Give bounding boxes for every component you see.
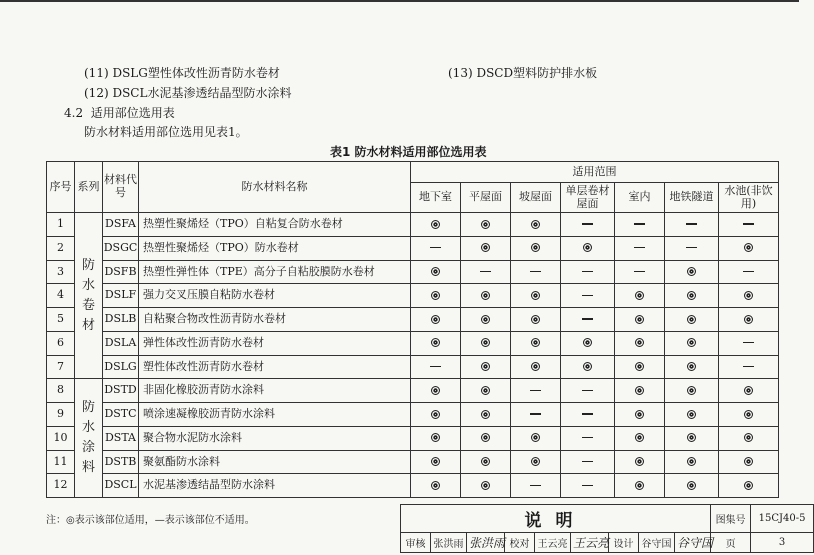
scope-cell bbox=[665, 236, 719, 260]
scope-cell bbox=[511, 450, 561, 474]
applicable-circle-icon bbox=[744, 243, 753, 252]
scope-cell bbox=[665, 403, 719, 427]
applicable-circle-icon bbox=[431, 386, 440, 395]
scope-cell bbox=[411, 474, 461, 498]
table-row bbox=[47, 450, 779, 474]
applicable-circle-icon bbox=[431, 410, 440, 419]
scope-cell bbox=[511, 331, 561, 355]
scope-cell bbox=[411, 450, 461, 474]
scope-cell bbox=[511, 260, 561, 284]
scope-cell bbox=[615, 284, 665, 308]
scope-cell bbox=[461, 426, 511, 450]
title-block bbox=[400, 504, 814, 553]
applicable-circle-icon bbox=[744, 291, 753, 300]
scope-cell bbox=[511, 308, 561, 332]
review-name: 张洪雨 bbox=[431, 533, 467, 553]
row-material-name: 聚合物水泥防水涂料 bbox=[139, 426, 411, 450]
scope-cell bbox=[511, 403, 561, 427]
scope-cell bbox=[615, 331, 665, 355]
scope-cell bbox=[561, 331, 615, 355]
not-applicable-dash-icon bbox=[530, 390, 541, 391]
applicable-circle-icon bbox=[687, 315, 696, 324]
scope-cell bbox=[719, 403, 779, 427]
section-body: 防水材料适用部位选用见表1。 bbox=[84, 125, 248, 139]
applicable-circle-icon bbox=[481, 243, 490, 252]
applicable-circle-icon bbox=[687, 481, 696, 490]
scope-cell bbox=[461, 260, 511, 284]
applicable-circle-icon bbox=[531, 243, 540, 252]
applicable-circle-icon bbox=[744, 386, 753, 395]
header-scope-col: 水池(非饮用) bbox=[719, 183, 779, 213]
table-row bbox=[47, 426, 779, 450]
row-material-name: 非固化橡胶沥青防水涂料 bbox=[139, 379, 411, 403]
scope-cell bbox=[411, 331, 461, 355]
row-seq: 12 bbox=[47, 474, 75, 498]
scope-cell bbox=[511, 213, 561, 237]
scope-cell bbox=[719, 331, 779, 355]
not-applicable-dash-icon bbox=[480, 271, 491, 272]
scope-cell bbox=[561, 260, 615, 284]
table-row bbox=[47, 213, 779, 237]
applicable-circle-icon bbox=[531, 433, 540, 442]
applicable-circle-icon bbox=[687, 410, 696, 419]
scope-cell bbox=[615, 213, 665, 237]
scope-cell bbox=[561, 379, 615, 403]
scope-cell bbox=[461, 474, 511, 498]
atlas-number: 15CJ40-5 bbox=[751, 505, 814, 533]
table-row bbox=[47, 331, 779, 355]
scope-cell bbox=[411, 213, 461, 237]
scope-cell bbox=[461, 308, 511, 332]
applicable-circle-icon bbox=[431, 220, 440, 229]
scope-cell bbox=[511, 379, 561, 403]
header-seq: 序号 bbox=[47, 162, 75, 213]
row-code: DSLG bbox=[103, 355, 139, 379]
applicable-circle-icon bbox=[531, 291, 540, 300]
not-applicable-dash-icon bbox=[634, 271, 645, 272]
series-char: 防 bbox=[81, 257, 95, 273]
table-row bbox=[47, 474, 779, 498]
drawing-title: 说明 bbox=[401, 505, 711, 533]
applicable-circle-icon bbox=[744, 433, 753, 442]
applicable-circle-icon bbox=[531, 457, 540, 466]
scope-cell bbox=[665, 260, 719, 284]
scope-cell bbox=[411, 426, 461, 450]
table-row bbox=[47, 379, 779, 403]
scope-cell bbox=[461, 355, 511, 379]
scope-cell bbox=[615, 355, 665, 379]
scope-cell bbox=[561, 213, 615, 237]
applicable-circle-icon bbox=[431, 338, 440, 347]
row-seq: 11 bbox=[47, 450, 75, 474]
series-char: 防 bbox=[81, 400, 95, 416]
scope-cell bbox=[615, 450, 665, 474]
applicable-circle-icon bbox=[583, 338, 592, 347]
scope-cell bbox=[615, 236, 665, 260]
applicable-circle-icon bbox=[583, 243, 592, 252]
scope-cell bbox=[511, 355, 561, 379]
applicable-circle-icon bbox=[744, 457, 753, 466]
applicable-circle-icon bbox=[583, 362, 592, 371]
applicable-circle-icon bbox=[744, 315, 753, 324]
scope-cell bbox=[461, 450, 511, 474]
scope-cell bbox=[561, 355, 615, 379]
scope-cell bbox=[461, 213, 511, 237]
scope-cell bbox=[461, 284, 511, 308]
header-scope-col: 坡屋面 bbox=[511, 183, 561, 213]
not-applicable-dash-icon bbox=[582, 223, 593, 224]
check-signature: 王云亮 bbox=[571, 533, 609, 553]
not-applicable-dash-icon bbox=[686, 223, 697, 224]
scope-cell bbox=[411, 236, 461, 260]
row-code: DSTD bbox=[103, 379, 139, 403]
page-top-border bbox=[0, 0, 799, 2]
table-row bbox=[47, 308, 779, 332]
scope-cell bbox=[511, 236, 561, 260]
scope-cell bbox=[615, 308, 665, 332]
scope-cell bbox=[615, 379, 665, 403]
row-seq: 2 bbox=[47, 236, 75, 260]
applicable-circle-icon bbox=[481, 481, 490, 490]
applicable-circle-icon bbox=[431, 457, 440, 466]
legend-note: 注：◎表示该部位适用，—表示该部位不适用。 bbox=[46, 515, 255, 526]
header-code: 材料代号 bbox=[103, 162, 139, 213]
not-applicable-dash-icon bbox=[743, 223, 754, 224]
row-seq: 10 bbox=[47, 426, 75, 450]
scope-cell bbox=[561, 236, 615, 260]
row-code: DSTC bbox=[103, 403, 139, 427]
row-seq: 8 bbox=[47, 379, 75, 403]
table-row bbox=[47, 284, 779, 308]
applicable-circle-icon bbox=[635, 386, 644, 395]
applicable-circle-icon bbox=[481, 338, 490, 347]
series-char: 涂 bbox=[81, 440, 95, 456]
review-label: 审核 bbox=[401, 533, 431, 553]
row-seq: 1 bbox=[47, 213, 75, 237]
scope-cell bbox=[615, 474, 665, 498]
scope-cell bbox=[719, 426, 779, 450]
header-name: 防水材料名称 bbox=[139, 162, 411, 213]
applicable-circle-icon bbox=[687, 267, 696, 276]
header-scope-col: 室内 bbox=[615, 183, 665, 213]
design-signature: 谷守国 bbox=[675, 533, 711, 553]
scope-cell bbox=[719, 308, 779, 332]
review-signature: 张洪雨 bbox=[467, 533, 505, 553]
row-code: DSCL bbox=[103, 474, 139, 498]
scope-cell bbox=[561, 403, 615, 427]
series-char: 水 bbox=[81, 277, 95, 293]
applicable-circle-icon bbox=[481, 457, 490, 466]
scope-cell bbox=[411, 308, 461, 332]
series-char: 料 bbox=[81, 460, 95, 476]
scope-cell bbox=[719, 284, 779, 308]
applicable-circle-icon bbox=[531, 362, 540, 371]
row-material-name: 弹性体改性沥青防水卷材 bbox=[139, 331, 411, 355]
item-13: (13) DSCD塑料防护排水板 bbox=[448, 66, 598, 80]
atlas-label: 图集号 bbox=[711, 505, 751, 533]
not-applicable-dash-icon bbox=[686, 247, 697, 248]
applicable-circle-icon bbox=[531, 220, 540, 229]
applicable-circle-icon bbox=[531, 315, 540, 324]
applicable-circle-icon bbox=[687, 433, 696, 442]
series-group bbox=[75, 379, 103, 498]
scope-cell bbox=[561, 474, 615, 498]
applicable-circle-icon bbox=[687, 291, 696, 300]
check-label: 校对 bbox=[505, 533, 535, 553]
not-applicable-dash-icon bbox=[743, 342, 754, 343]
scope-cell bbox=[461, 331, 511, 355]
table-row bbox=[47, 260, 779, 284]
applicable-circle-icon bbox=[635, 338, 644, 347]
scope-cell bbox=[719, 236, 779, 260]
scope-cell bbox=[411, 355, 461, 379]
series-char: 水 bbox=[81, 420, 95, 436]
row-material-name: 强力交叉压膜自粘防水卷材 bbox=[139, 284, 411, 308]
row-code: DSFB bbox=[103, 260, 139, 284]
item-11: (11) DSLG塑性体改性沥青防水卷材 bbox=[84, 66, 280, 80]
materials-table bbox=[46, 161, 779, 498]
row-seq: 6 bbox=[47, 331, 75, 355]
not-applicable-dash-icon bbox=[582, 485, 593, 486]
applicable-circle-icon bbox=[635, 481, 644, 490]
row-seq: 7 bbox=[47, 355, 75, 379]
applicable-circle-icon bbox=[481, 291, 490, 300]
series-char: 材 bbox=[81, 317, 95, 333]
not-applicable-dash-icon bbox=[430, 247, 441, 248]
row-code: DSFA bbox=[103, 213, 139, 237]
scope-cell bbox=[615, 426, 665, 450]
scope-cell bbox=[511, 284, 561, 308]
row-material-name: 聚氨酯防水涂料 bbox=[139, 450, 411, 474]
scope-cell bbox=[561, 426, 615, 450]
table-row bbox=[47, 236, 779, 260]
row-code: DSLF bbox=[103, 284, 139, 308]
applicable-circle-icon bbox=[481, 386, 490, 395]
row-code: DSTB bbox=[103, 450, 139, 474]
applicable-circle-icon bbox=[431, 433, 440, 442]
scope-cell bbox=[411, 403, 461, 427]
scope-cell bbox=[461, 236, 511, 260]
scope-cell bbox=[665, 331, 719, 355]
applicable-circle-icon bbox=[687, 362, 696, 371]
row-seq: 9 bbox=[47, 403, 75, 427]
row-code: DSTA bbox=[103, 426, 139, 450]
applicable-circle-icon bbox=[481, 410, 490, 419]
applicable-circle-icon bbox=[635, 362, 644, 371]
scope-cell bbox=[615, 403, 665, 427]
scope-cell bbox=[719, 450, 779, 474]
applicable-circle-icon bbox=[481, 362, 490, 371]
applicable-circle-icon bbox=[431, 267, 440, 276]
header-scope-col: 地铁隧道 bbox=[665, 183, 719, 213]
series-group bbox=[75, 213, 103, 379]
scope-cell bbox=[511, 474, 561, 498]
scope-cell bbox=[615, 260, 665, 284]
row-material-name: 自粘聚合物改性沥青防水卷材 bbox=[139, 308, 411, 332]
scope-cell bbox=[461, 379, 511, 403]
applicable-circle-icon bbox=[687, 457, 696, 466]
not-applicable-dash-icon bbox=[634, 247, 645, 248]
scope-cell bbox=[461, 403, 511, 427]
not-applicable-dash-icon bbox=[582, 437, 593, 438]
row-seq: 4 bbox=[47, 284, 75, 308]
row-seq: 5 bbox=[47, 308, 75, 332]
applicable-circle-icon bbox=[687, 386, 696, 395]
applicable-circle-icon bbox=[431, 315, 440, 324]
not-applicable-dash-icon bbox=[582, 413, 593, 414]
row-code: DSLB bbox=[103, 308, 139, 332]
not-applicable-dash-icon bbox=[530, 413, 541, 414]
applicable-circle-icon bbox=[744, 481, 753, 490]
scope-cell bbox=[719, 213, 779, 237]
design-name: 谷守国 bbox=[639, 533, 675, 553]
page-number: 3 bbox=[751, 533, 814, 553]
section-heading: 4.2 适用部位选用表 bbox=[64, 106, 175, 120]
not-applicable-dash-icon bbox=[582, 461, 593, 462]
scope-cell bbox=[665, 213, 719, 237]
applicable-circle-icon bbox=[481, 220, 490, 229]
table-row bbox=[47, 403, 779, 427]
applicable-circle-icon bbox=[635, 457, 644, 466]
scope-cell bbox=[411, 260, 461, 284]
header-scope-col: 单层卷材屋面 bbox=[561, 183, 615, 213]
row-code: DSLA bbox=[103, 331, 139, 355]
row-material-name: 喷涂速凝橡胶沥青防水涂料 bbox=[139, 403, 411, 427]
applicable-circle-icon bbox=[431, 291, 440, 300]
applicable-circle-icon bbox=[481, 315, 490, 324]
page-label: 页 bbox=[711, 533, 751, 553]
not-applicable-dash-icon bbox=[634, 223, 645, 224]
table-caption: 表1 防水材料适用部位选用表 bbox=[330, 145, 487, 159]
scope-cell bbox=[665, 474, 719, 498]
scope-cell bbox=[561, 284, 615, 308]
scope-cell bbox=[665, 379, 719, 403]
applicable-circle-icon bbox=[531, 338, 540, 347]
check-name: 王云亮 bbox=[535, 533, 571, 553]
applicable-circle-icon bbox=[635, 410, 644, 419]
not-applicable-dash-icon bbox=[582, 295, 593, 296]
applicable-circle-icon bbox=[687, 338, 696, 347]
applicable-circle-icon bbox=[635, 291, 644, 300]
header-scope: 适用范围 bbox=[411, 162, 779, 183]
header-scope-col: 地下室 bbox=[411, 183, 461, 213]
not-applicable-dash-icon bbox=[743, 366, 754, 367]
scope-cell bbox=[719, 379, 779, 403]
scope-cell bbox=[719, 474, 779, 498]
row-material-name: 热塑性聚烯烃（TPO）自粘复合防水卷材 bbox=[139, 213, 411, 237]
row-material-name: 水泥基渗透结晶型防水涂料 bbox=[139, 474, 411, 498]
not-applicable-dash-icon bbox=[582, 318, 593, 319]
not-applicable-dash-icon bbox=[582, 271, 593, 272]
not-applicable-dash-icon bbox=[582, 390, 593, 391]
not-applicable-dash-icon bbox=[530, 485, 541, 486]
scope-cell bbox=[665, 426, 719, 450]
row-material-name: 热塑性弹性体（TPE）高分子自粘胶膜防水卷材 bbox=[139, 260, 411, 284]
scope-cell bbox=[665, 308, 719, 332]
scope-cell bbox=[719, 260, 779, 284]
design-label: 设计 bbox=[609, 533, 639, 553]
series-char: 卷 bbox=[81, 297, 95, 313]
applicable-circle-icon bbox=[635, 315, 644, 324]
scope-cell bbox=[561, 308, 615, 332]
applicable-circle-icon bbox=[744, 410, 753, 419]
scope-cell bbox=[411, 284, 461, 308]
table-row bbox=[47, 355, 779, 379]
applicable-circle-icon bbox=[481, 433, 490, 442]
scope-cell bbox=[511, 426, 561, 450]
not-applicable-dash-icon bbox=[430, 366, 441, 367]
scope-cell bbox=[561, 450, 615, 474]
row-material-name: 塑性体改性沥青防水卷材 bbox=[139, 355, 411, 379]
row-code: DSGC bbox=[103, 236, 139, 260]
header-series: 系列 bbox=[75, 162, 103, 213]
header-scope-col: 平屋面 bbox=[461, 183, 511, 213]
not-applicable-dash-icon bbox=[743, 271, 754, 272]
not-applicable-dash-icon bbox=[530, 271, 541, 272]
scope-cell bbox=[719, 355, 779, 379]
applicable-circle-icon bbox=[635, 433, 644, 442]
applicable-circle-icon bbox=[431, 481, 440, 490]
item-12: (12) DSCL水泥基渗透结晶型防水涂料 bbox=[84, 86, 292, 100]
scope-cell bbox=[665, 284, 719, 308]
scope-cell bbox=[665, 355, 719, 379]
row-seq: 3 bbox=[47, 260, 75, 284]
scope-cell bbox=[411, 379, 461, 403]
scope-cell bbox=[665, 450, 719, 474]
row-material-name: 热塑性聚烯烃（TPO）防水卷材 bbox=[139, 236, 411, 260]
